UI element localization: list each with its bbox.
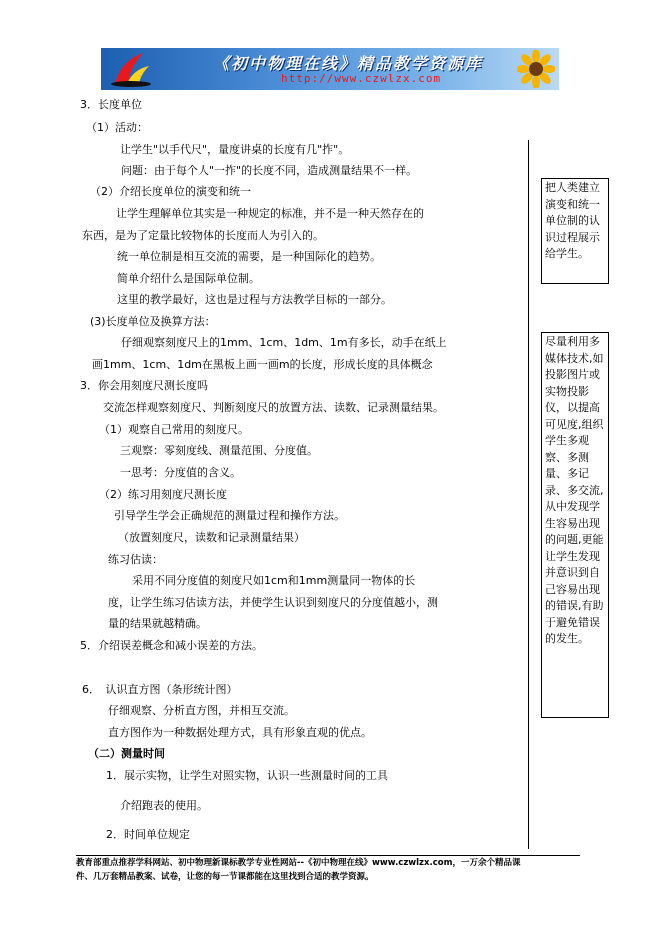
text-line: 画1mm、1cm、1dm在黑板上画一画m的长度，形成长度的具体概念 (92, 358, 433, 371)
footer-rule (76, 855, 580, 856)
section-heading-measure: 3．你会用刻度尺测长度吗 (80, 379, 208, 392)
text-line: 让学生理解单位其实是一种规定的标准，并不是一种天然存在的 (116, 207, 424, 220)
text-line: 统一单位制是相互交流的需要，是一种国际化的趋势。 (117, 250, 381, 263)
text-line: 东西，是为了定量比较物体的长度而人为引入的。 (82, 229, 324, 242)
text-line: 1．展示实物，让学生对照实物，认识一些测量时间的工具 (106, 769, 388, 782)
footer-line: 教育部重点推荐学科网站、初中物理新课标教学专业性网站--《初中物理在线》www.czwlzx.com，一万余个精品课 (76, 858, 521, 868)
text-line: （2）介绍长度单位的演变和统一 (90, 185, 251, 198)
section-heading-histogram: 6． 认识直方图（条形统计图） (82, 683, 238, 696)
text-line: （1）活动： (86, 121, 148, 134)
text-line: 练习估读： (108, 553, 163, 566)
text-line: 仔细观察、分析直方图，并相互交流。 (108, 704, 295, 717)
text-line: 一思考：分度值的含义。 (120, 466, 241, 479)
text-line: 介绍跑表的使用。 (120, 799, 208, 812)
text-line: 直方图作为一种数据处理方式，具有形象直观的优点。 (108, 726, 372, 739)
section-heading-time: （二）测量时间 (88, 747, 165, 760)
footer-line: 件、几万套精品教案、试卷，让您的每一节课都能在这里找到合适的教学资源。 (76, 872, 374, 882)
text-line: 这里的教学最好，这也是过程与方法教学目标的一部分。 (117, 293, 392, 306)
header-banner (101, 48, 559, 90)
text-line: （2）练习用刻度尺测长度 (99, 488, 227, 501)
text-line: 让学生"以手代尺"，量度讲桌的长度有几"拃"。 (120, 143, 350, 156)
text-line: 引导学生学会正确规范的测量过程和操作方法。 (114, 509, 345, 522)
side-note-teaching-tips: 尽量利用多媒体技术,如投影图片或实物投影仪，以提高可见度,组织学生多观察、多测量、多记录、多交流,从中发现学生容易出现的问题,更能让学生发现并意识到自己容易出现的错误,有助于避免错误的发生。 (541, 332, 609, 718)
text-line: 问题：由于每个人"一拃"的长度不同，造成测量结果不一样。 (121, 164, 418, 177)
banner-title: 《初中物理在线》精品教学资源库 (213, 54, 484, 73)
site-logo-icon (109, 50, 153, 88)
text-line: 仔细观察刻度尺上的1mm、1cm、1dm、1m有多长，动手在纸上 (121, 336, 447, 349)
text-line: 采用不同分度值的刻度尺如1cm和1mm测量同一物体的长 (132, 574, 416, 587)
text-line: 三观察：零刻度线、测量范围、分度值。 (120, 444, 318, 457)
section-heading-length-unit: 3．长度单位 (80, 98, 142, 111)
column-divider (528, 140, 529, 849)
banner-url[interactable]: http://www.czwlzx.com (281, 72, 442, 85)
text-line: （1）观察自己常用的刻度尺。 (99, 423, 249, 436)
text-line: （放置刻度尺，读数和记录测量结果） (118, 531, 305, 544)
side-note-unit-history: 把人类建立演变和统一单位制的认识过程展示给学生。 (541, 178, 609, 284)
text-line: 量的结果就越精确。 (108, 617, 207, 630)
text-line: 交流怎样观察刻度尺、判断刻度尺的放置方法、读数、记录测量结果。 (103, 401, 444, 414)
sunflower-icon (517, 50, 555, 88)
text-line: 简单介绍什么是国际单位制。 (117, 272, 260, 285)
text-line: 度，让学生练习估读方法，并使学生认识到刻度尺的分度值越小，测 (108, 596, 438, 609)
text-line: (3)长度单位及换算方法： (90, 315, 216, 328)
section-heading-error: 5．介绍误差概念和减小误差的方法。 (80, 639, 263, 652)
text-line: 2．时间单位规定 (106, 828, 190, 841)
